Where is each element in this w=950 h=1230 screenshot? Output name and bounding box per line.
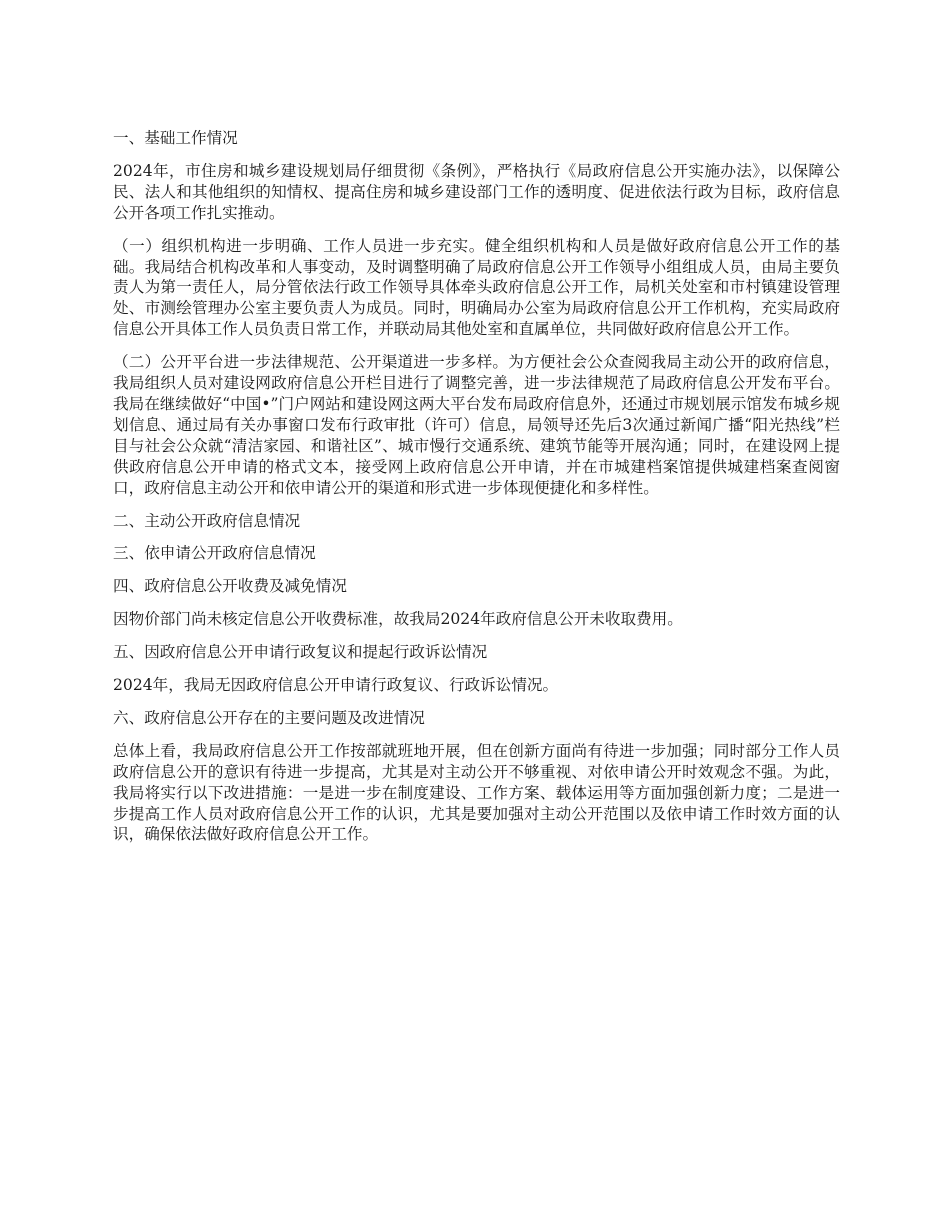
section-heading-request-disclosure: 三、依申请公开政府信息情况 [113,544,316,563]
paragraph-organization: （一）组织机构进一步明确、工作人员进一步充实。健全组织机构和人员是做好政府信息公开工作的基础。我局结合机构改革和人事变动，及时调整明确了局政府信息公开工作领导小组组成人员，由局主要负责人为第一责任人，局分管依法行政工作领导具体牵头政府信息公开工作，局机关处室和市村镇建设管理处、市测绘管理办公室主要负责人为成员。同时，明确局办公室为局政府信息公开工作机构，充实局政府信息公开具体工作人员负责日常工作，并联动局其他处室和直属单位，共同做好政府信息公开工作。 [113,236,840,339]
document-body [113,128,840,857]
section-heading-basic-work: 一、基础工作情况 [113,129,238,147]
section-heading-problems: 六、政府信息公开存在的主要问题及改进情况 [113,708,425,727]
paragraph-platform: （二）公开平台进一步法律规范、公开渠道进一步多样。为方便社会公众查阅我局主动公开的政府信息，我局组织人员对建设网政府信息公开栏目进行了调整完善，进一步法律规范了局政府信息公开发布平台。我局在继续做好“中国•”门户网站和建设网这两大平台发布局政府信息外，还通过市规划展示馆发布城乡规划信息、通过局有关办事窗口发布行政审批（许可）信息，局领导还先后3次通过新闻广播“阳光热线”栏目与社会公众就“清洁家园、和谐社区”、城市慢行交通系统、建筑节能等开展沟通；同时，在建设网上提供政府信息公开申请的格式文本，接受网上政府信息公开申请，并在市城建档案馆提供城建档案查阅窗口，政府信息主动公开和依申请公开的渠道和形式进一步体现便捷化和多样性。 [113,353,840,497]
paragraph-problems: 总体上看，我局政府信息公开工作按部就班地开展，但在创新方面尚有待进一步加强；同时部分工作人员政府信息公开的意识有待进一步提高，尤其是对主动公开不够重视、对依申请公开时效观念不强。为此，我局将实行以下改进措施：一是进一步在制度建设、工作方案、载体运用等方面加强创新力度；二是进一步提高工作人员对政府信息公开工作的认识，尤其是要加强对主动公开范围以及依申请工作时效方面的认识，确保依法做好政府信息公开工作。 [113,741,840,844]
section-heading-fees: 四、政府信息公开收费及减免情况 [113,577,347,596]
section-heading-review-litigation: 五、因政府信息公开申请行政复议和提起行政诉讼情况 [113,643,488,662]
paragraph-review-litigation: 2024年，我局无因政府信息公开申请行政复议、行政诉讼情况。 [113,676,559,695]
section-heading-active-disclosure: 二、主动公开政府信息情况 [113,511,301,530]
paragraph-intro: 2024年，市住房和城乡建设规划局仔细贯彻《条例》，严格执行《局政府信息公开实施办法》，以保障公民、法人和其他组织的知情权、提高住房和城乡建设部门工作的透明度、促进依法行政为目标，政府信息公开各项工作扎实推动。 [113,161,840,222]
paragraph-fees: 因物价部门尚未核定信息公开收费标准，故我局2024年政府信息公开未收取费用。 [113,610,683,629]
